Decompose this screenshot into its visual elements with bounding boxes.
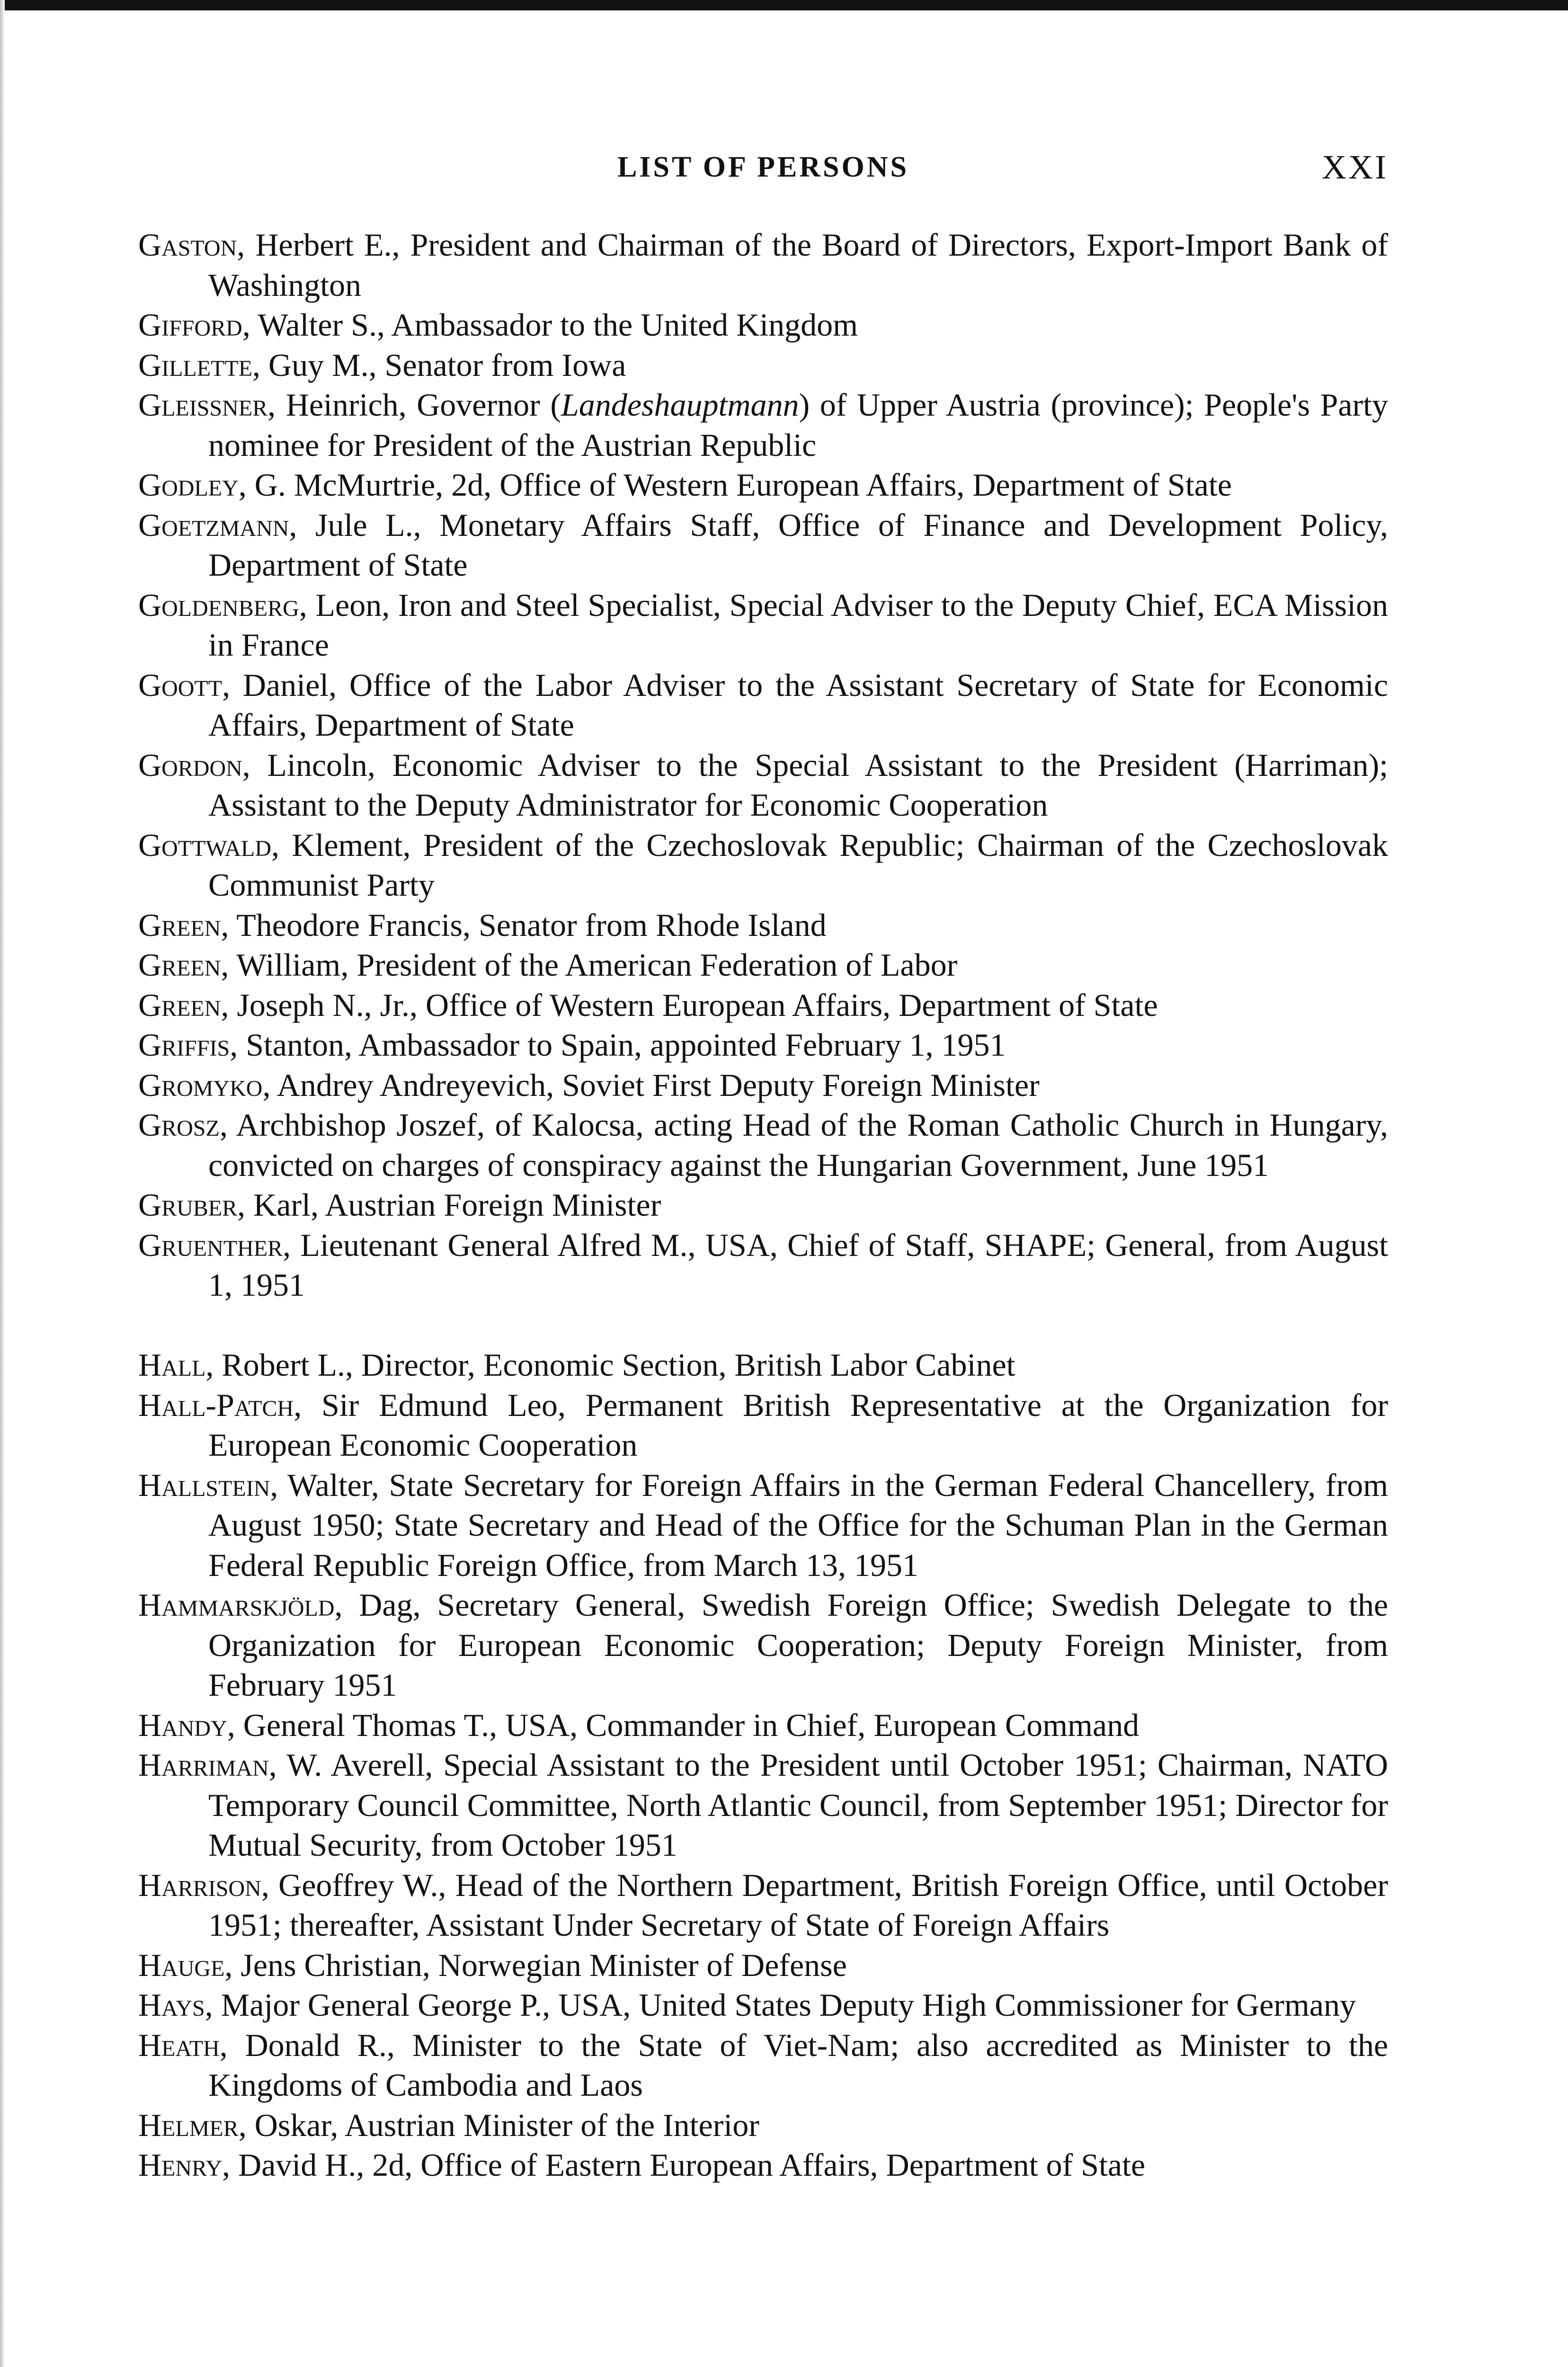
person-surname: Gaston: [138, 227, 237, 263]
person-surname: Hall-Patch: [138, 1387, 294, 1423]
list-item: Goldenberg, Leon, Iron and Steel Specialist, Special Adviser to the Deputy Chief, ECA Mission in France: [138, 587, 1388, 663]
list-item: Godley, G. McMurtrie, 2d, Office of Western European Affairs, Department of State: [138, 467, 1232, 503]
list-item: Handy, General Thomas T., USA, Commander in Chief, European Command: [138, 1707, 1140, 1743]
person-surname: Goldenberg: [138, 587, 299, 623]
person-description: Guy M., Senator from Iowa: [268, 347, 626, 383]
person-description: Oskar, Austrian Minister of the Interior: [254, 2107, 759, 2143]
person-description: Walter, State Secretary for Foreign Affairs in the German Federal Chancellery, from August 1950; State Secretary and Head of the Office for the Schuman Plan in the German Federal Republic Foreign Office, from March 13, 1951: [208, 1467, 1388, 1583]
list-item: Gottwald, Klement, President of the Czechoslovak Republic; Chairman of the Czechoslovak Communist Party: [138, 827, 1388, 903]
person-surname: Gifford: [138, 307, 242, 343]
person-surname: Henry: [138, 2147, 223, 2183]
list-item: Gillette, Guy M., Senator from Iowa: [138, 347, 626, 383]
list-item: Green, Theodore Francis, Senator from Rhode Island: [138, 907, 827, 943]
person-description: Sir Edmund Leo, Permanent British Representative at the Organization for European Economic Cooperation: [208, 1387, 1389, 1463]
list-item: Hall, Robert L., Director, Economic Section, British Labor Cabinet: [138, 1347, 1016, 1383]
list-item: Gruber, Karl, Austrian Foreign Minister: [138, 1187, 661, 1223]
list-item: Gordon, Lincoln, Economic Adviser to the Special Assistant to the President (Harriman); Assistant to the Deputy Administrator for Economic Cooperation: [138, 747, 1388, 823]
person-description: Archbishop Joszef, of Kalocsa, acting Head of the Roman Catholic Church in Hungary, convicted on charges of conspiracy against the Hungarian Government, June 1951: [208, 1107, 1388, 1183]
person-surname: Gruenther: [138, 1227, 283, 1263]
person-description: Daniel, Office of the Labor Adviser to the Assistant Secretary of State for Economic Affairs, Department of State: [208, 667, 1388, 743]
person-description: Geoffrey W., Head of the Northern Department, British Foreign Office, until October 1951; thereafter, Assistant Under Secretary of State of Foreign Affairs: [208, 1867, 1389, 1943]
scan-top-border: [0, 0, 1568, 10]
person-surname: Green: [138, 907, 221, 943]
list-item: Hall-Patch, Sir Edmund Leo, Permanent British Representative at the Organization for European Economic Cooperation: [138, 1387, 1389, 1463]
person-surname: Hallstein: [138, 1467, 270, 1503]
person-description: Lincoln, Economic Adviser to the Special Assistant to the President (Harriman); Assistant to the Deputy Administrator for Economic Cooperation: [208, 747, 1388, 823]
person-surname: Goott: [138, 667, 223, 703]
person-description: William, President of the American Federation of Labor: [236, 947, 958, 983]
person-surname: Gottwald: [138, 827, 272, 863]
list-item: Green, Joseph N., Jr., Office of Western European Affairs, Department of State: [138, 987, 1158, 1023]
list-item: Goott, Daniel, Office of the Labor Adviser to the Assistant Secretary of State for Economic Affairs, Department of State: [138, 667, 1388, 743]
person-surname: Hauge: [138, 1947, 225, 1983]
list-item: Harriman, W. Averell, Special Assistant to the President until October 1951; Chairman, NATO Temporary Council Committee, North Atlantic Council, from September 1951; Director for Mutual Security, from October 1951: [138, 1747, 1388, 1863]
list-item: Grosz, Archbishop Joszef, of Kalocsa, acting Head of the Roman Catholic Church in Hungary, convicted on charges of conspiracy against the Hungarian Government, June 1951: [138, 1107, 1388, 1183]
page-title: LIST OF PERSONS: [617, 151, 909, 183]
person-description: Klement, President of the Czechoslovak Republic; Chairman of the Czechoslovak Communist Party: [208, 827, 1388, 903]
list-item: Henry, David H., 2d, Office of Eastern European Affairs, Department of State: [138, 2147, 1146, 2183]
person-description: Heinrich, Governor (Landeshauptmann) of Upper Austria (province); People's Party nominee for President of the Austrian Republic: [208, 387, 1389, 463]
list-item: Gaston, Herbert E., President and Chairman of the Board of Directors, Export-Import Bank of Washington: [138, 227, 1389, 303]
person-description: Joseph N., Jr., Office of Western European Affairs, Department of State: [237, 987, 1158, 1023]
person-description: Jule L., Monetary Affairs Staff, Office of Finance and Development Policy, Department of State: [208, 507, 1389, 583]
person-surname: Hall: [138, 1347, 206, 1383]
person-surname: Heath: [138, 2027, 220, 2063]
list-item: Gifford, Walter S., Ambassador to the United Kingdom: [138, 307, 858, 343]
list-item: Green, William, President of the American Federation of Labor: [138, 947, 958, 983]
person-description: Robert L., Director, Economic Section, British Labor Cabinet: [222, 1347, 1016, 1383]
person-description: David H., 2d, Office of Eastern European Affairs, Department of State: [238, 2147, 1146, 2183]
list-item: Helmer, Oskar, Austrian Minister of the Interior: [138, 2107, 759, 2143]
person-description: W. Averell, Special Assistant to the President until October 1951; Chairman, NATO Temporary Council Committee, North Atlantic Council, from September 1951; Director for Mutual Security, from October 1951: [208, 1747, 1388, 1863]
list-item: Heath, Donald R., Minister to the State of Viet-Nam; also accredited as Minister to the Kingdoms of Cambodia and Laos: [138, 2027, 1388, 2103]
person-description: Lieutenant General Alfred M., USA, Chief of Staff, SHAPE; General, from August 1, 1951: [208, 1227, 1388, 1303]
person-surname: Green: [138, 947, 221, 983]
list-item: Hammarskjöld, Dag, Secretary General, Swedish Foreign Office; Swedish Delegate to the Organization for European Economic Cooperation; Deputy Foreign Minister, from February 1951: [138, 1587, 1388, 1703]
person-description: G. McMurtrie, 2d, Office of Western European Affairs, Department of State: [254, 467, 1232, 503]
list-item: Harrison, Geoffrey W., Head of the Northern Department, British Foreign Office, until October 1951; thereafter, Assistant Under Secretary of State of Foreign Affairs: [138, 1867, 1389, 1943]
person-description: Andrey Andreyevich, Soviet First Deputy Foreign Minister: [276, 1067, 1040, 1103]
persons-list: [138, 225, 1388, 2185]
page-number: XXI: [1322, 148, 1388, 186]
person-description: Karl, Austrian Foreign Minister: [253, 1187, 661, 1223]
person-description: Jens Christian, Norwegian Minister of Defense: [241, 1947, 847, 1983]
person-surname: Gordon: [138, 747, 242, 783]
person-surname: Griffis: [138, 1027, 230, 1063]
person-description: Stanton, Ambassador to Spain, appointed February 1, 1951: [246, 1027, 1006, 1063]
person-description: Major General George P., USA, United States Deputy High Commissioner for Germany: [221, 1987, 1356, 2023]
person-description: Dag, Secretary General, Swedish Foreign Office; Swedish Delegate to the Organization for European Economic Cooperation; Deputy Foreign Minister, from February 1951: [208, 1587, 1388, 1703]
person-surname: Handy: [138, 1707, 227, 1743]
person-surname: Gruber: [138, 1187, 238, 1223]
person-description: Walter S., Ambassador to the United Kingdom: [258, 307, 858, 343]
person-surname: Harrison: [138, 1867, 261, 1903]
person-surname: Godley: [138, 467, 239, 503]
list-item: Hays, Major General George P., USA, United States Deputy High Commissioner for Germany: [138, 1987, 1356, 2023]
list-item: Griffis, Stanton, Ambassador to Spain, appointed February 1, 1951: [138, 1027, 1006, 1063]
person-surname: Hays: [138, 1987, 205, 2023]
person-description: Herbert E., President and Chairman of the Board of Directors, Export-Import Bank of Washington: [208, 227, 1389, 303]
person-surname: Helmer: [138, 2107, 239, 2143]
person-surname: Hammarskjöld: [138, 1587, 335, 1623]
list-item: Goetzmann, Jule L., Monetary Affairs Staff, Office of Finance and Development Policy, Department of State: [138, 507, 1389, 583]
list-item: Gromyko, Andrey Andreyevich, Soviet First Deputy Foreign Minister: [138, 1067, 1040, 1103]
list-item: Gruenther, Lieutenant General Alfred M., USA, Chief of Staff, SHAPE; General, from August 1, 1951: [138, 1227, 1388, 1303]
person-surname: Green: [138, 987, 221, 1023]
list-item: Hallstein, Walter, State Secretary for Foreign Affairs in the German Federal Chancellery, from August 1950; State Secretary and Head of the Office for the Schuman Plan in the German Federal Republic Foreign Office, from March 13, 1951: [138, 1467, 1388, 1583]
person-surname: Goetzmann: [138, 507, 289, 543]
list-item: Hauge, Jens Christian, Norwegian Minister of Defense: [138, 1947, 847, 1983]
person-surname: Harriman: [138, 1747, 269, 1783]
running-header: [138, 148, 1388, 190]
person-surname: Gillette: [138, 347, 253, 383]
person-surname: Grosz: [138, 1107, 220, 1143]
person-description: Leon, Iron and Steel Specialist, Special Adviser to the Deputy Chief, ECA Mission in France: [208, 587, 1388, 663]
person-description: Theodore Francis, Senator from Rhode Island: [236, 907, 827, 943]
list-item: Gleissner, Heinrich, Governor (Landeshauptmann) of Upper Austria (province); People's Party nominee for President of the Austrian Republic: [138, 387, 1389, 463]
person-surname: Gleissner: [138, 387, 268, 423]
person-description: General Thomas T., USA, Commander in Chief, European Command: [243, 1707, 1140, 1743]
person-description: Donald R., Minister to the State of Viet-Nam; also accredited as Minister to the Kingdoms of Cambodia and Laos: [208, 2027, 1388, 2103]
person-surname: Gromyko: [138, 1067, 263, 1103]
scan-left-shadow: [0, 0, 5, 2367]
